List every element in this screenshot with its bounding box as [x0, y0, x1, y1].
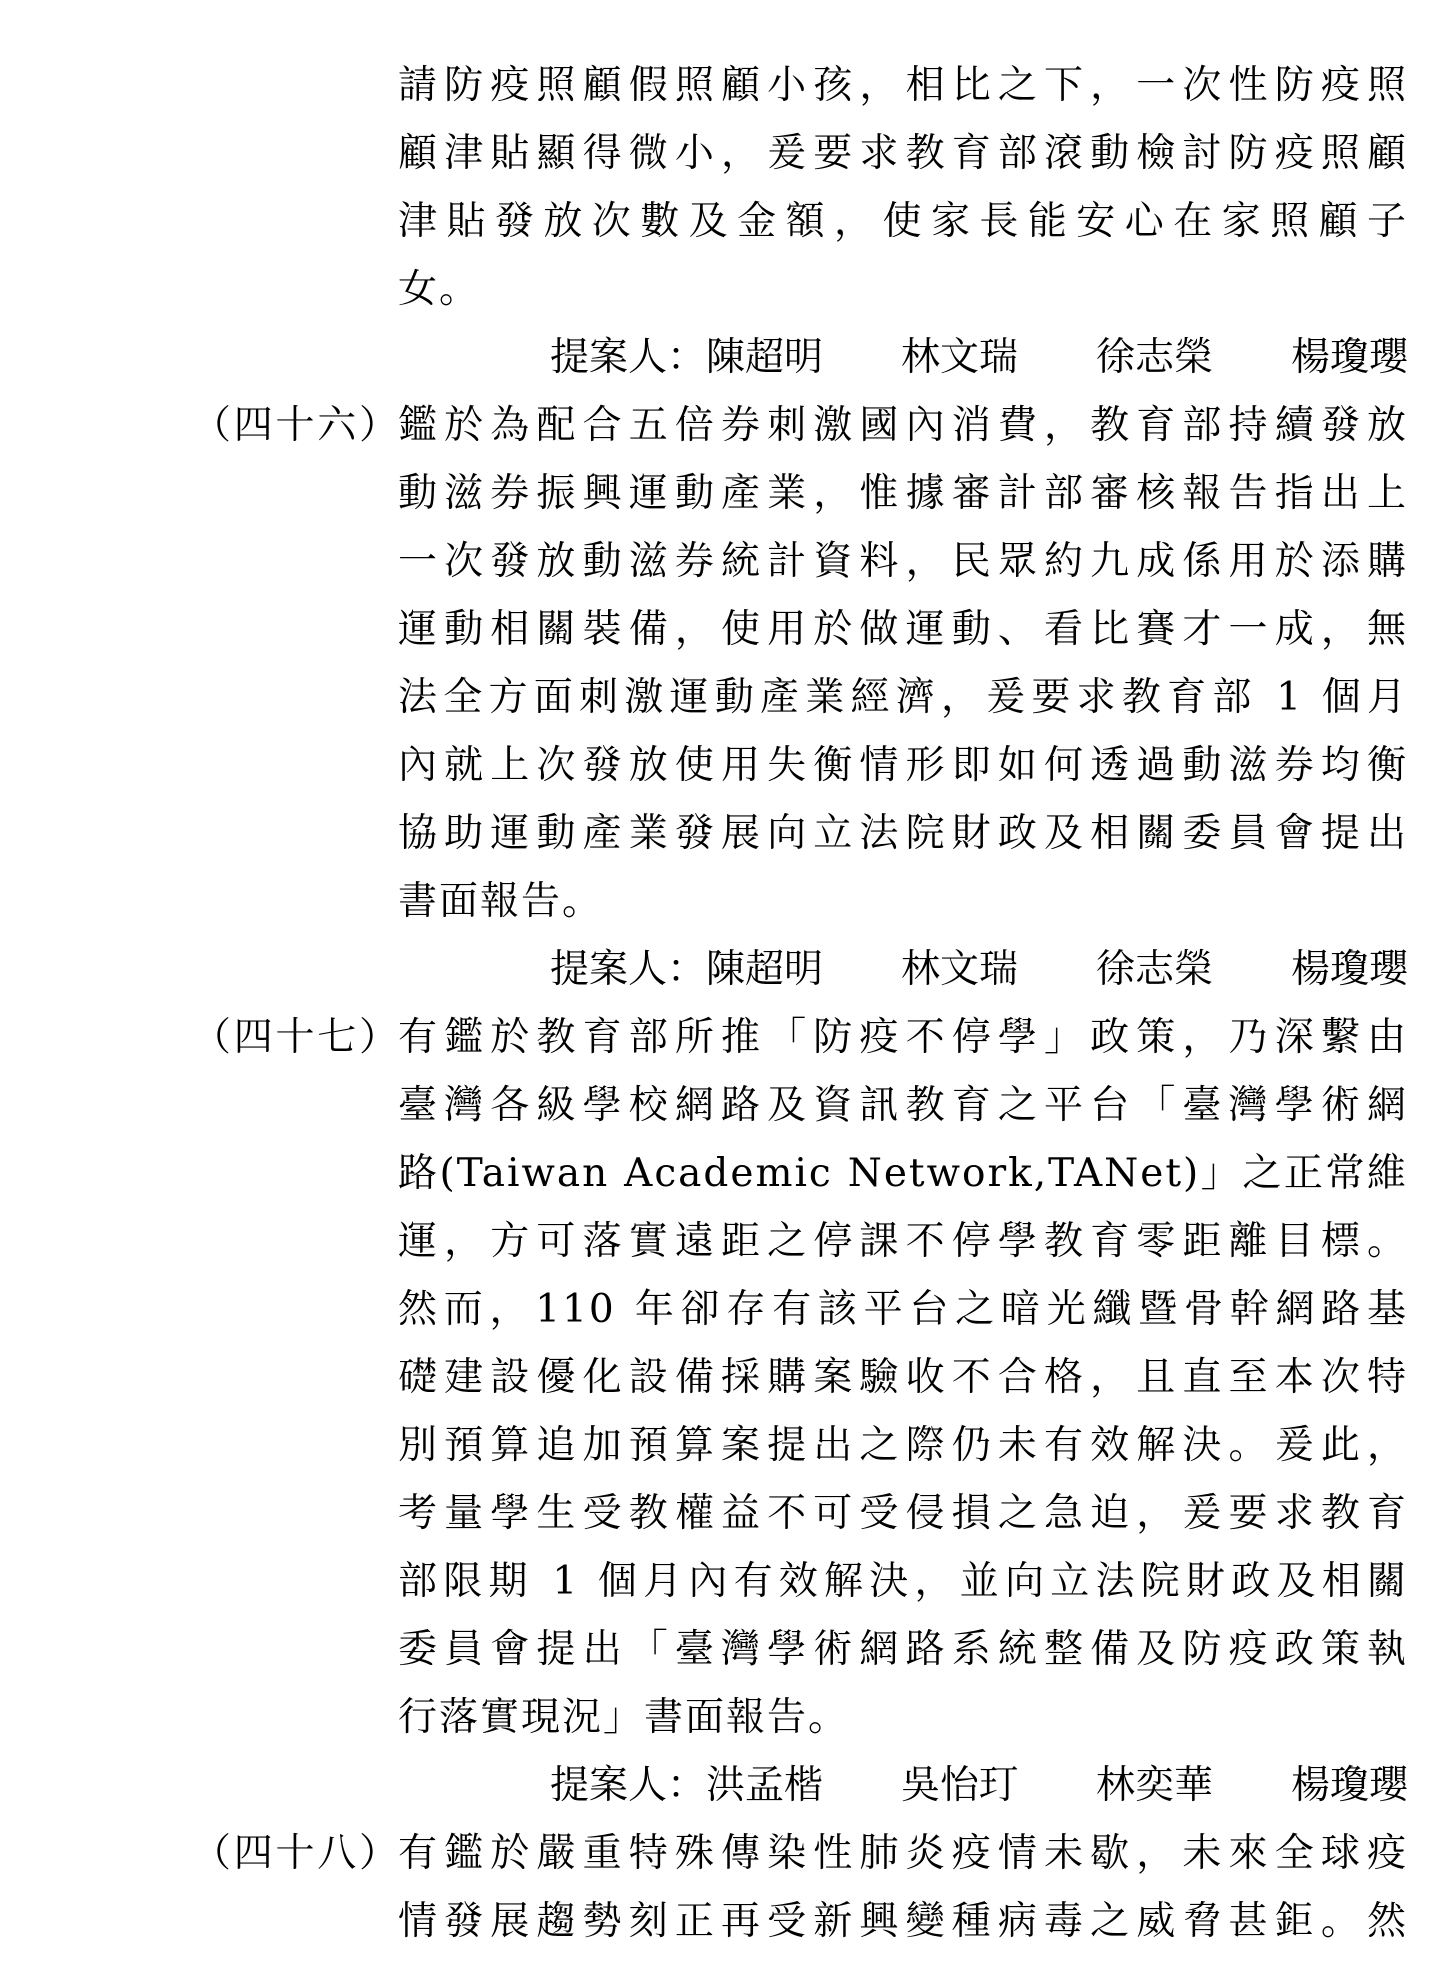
- proposer-label-with-first: [550, 1752, 823, 1820]
- body-text-line: 部限期 1 個月內有效解決，並向立法院財政及相關: [398, 1559, 1408, 1604]
- body-text-line: 路(Taiwan Academic Network,TANet)」之正常維: [398, 1151, 1408, 1196]
- body-text-line: 動滋券振興運動產業，惟據審計部審核報告指出上: [398, 471, 1408, 516]
- proposer-name: 林文瑞: [901, 947, 1019, 992]
- body-text-line: 委員會提出「臺灣學術網路系統整備及防疫政策執: [398, 1627, 1408, 1672]
- body-text-line: 有鑑於嚴重特殊傳染性肺炎疫情未歇，未來全球疫: [398, 1831, 1408, 1876]
- body-text-line: 情發展趨勢刻正再受新興變種病毒之威脅甚鉅。然: [398, 1899, 1408, 1944]
- body-text-line: 一次發放動滋券統計資料，民眾約九成係用於添購: [398, 539, 1408, 584]
- body-text-line: 內就上次發放使用失衡情形即如何透過動滋券均衡: [398, 743, 1408, 788]
- proposer-name: 徐志榮: [1095, 335, 1213, 380]
- proposer-line: [550, 324, 1408, 392]
- proposer-name: 林奕華: [1095, 1763, 1213, 1808]
- body-text-line: 別預算追加預算案提出之際仍未有效解決。爰此，: [398, 1423, 1408, 1468]
- body-text-line: 請防疫照顧假照顧小孩，相比之下，一次性防疫照: [398, 63, 1408, 108]
- item-number: （四十七）: [192, 1015, 398, 1060]
- proposer-name: 吳怡玎: [901, 1763, 1019, 1808]
- proposer-label-with-first: [550, 324, 823, 392]
- body-text-line: 協助運動產業發展向立法院財政及相關委員會提出: [398, 811, 1408, 856]
- proposer-label: 提案人：: [550, 947, 707, 992]
- proposer-name: 楊瓊瓔: [1290, 335, 1408, 380]
- proposer-label: 提案人：: [550, 335, 707, 380]
- body-text-line: 運，方可落實遠距之停課不停學教育零距離目標。: [398, 1219, 1408, 1264]
- proposer-label: 提案人：: [550, 1763, 707, 1808]
- body-text-line: 臺灣各級學校網路及資訊教育之平台「臺灣學術網: [398, 1083, 1408, 1128]
- body-text-line: 然而，110 年卻存有該平台之暗光纖暨骨幹網路基: [398, 1287, 1408, 1332]
- body-text-line: 法全方面刺激運動產業經濟，爰要求教育部 1 個月: [398, 675, 1408, 720]
- item-number: （四十八）: [192, 1831, 398, 1876]
- proposer-name: 楊瓊瓔: [1290, 1763, 1408, 1808]
- body-text-line: 津貼發放次數及金額，使家長能安心在家照顧子: [398, 199, 1408, 244]
- proposer-name: 陳超明: [706, 335, 824, 380]
- body-text-line: 運動相關裝備，使用於做運動、看比賽才一成，無: [398, 607, 1408, 652]
- body-text-line: 考量學生受教權益不可受侵損之急迫，爰要求教育: [398, 1491, 1408, 1536]
- proposer-name: 陳超明: [706, 947, 824, 992]
- body-text-line: 書面報告。: [398, 879, 604, 924]
- proposer-name: 林文瑞: [901, 335, 1019, 380]
- body-text-line: 顧津貼顯得微小，爰要求教育部滾動檢討防疫照顧: [398, 131, 1408, 176]
- item-number: （四十六）: [192, 403, 398, 448]
- proposer-label-with-first: [550, 936, 823, 1004]
- body-text-line: 礎建設優化設備採購案驗收不合格，且直至本次特: [398, 1355, 1408, 1400]
- proposer-name: 楊瓊瓔: [1290, 947, 1408, 992]
- body-text-line: 行落實現況」書面報告。: [398, 1695, 850, 1740]
- body-text-line: 女。: [398, 267, 481, 312]
- proposer-line: [550, 936, 1408, 1004]
- proposer-line: [550, 1752, 1408, 1820]
- body-text-line: 有鑑於教育部所推「防疫不停學」政策，乃深繫由: [398, 1015, 1408, 1060]
- proposer-name: 洪孟楷: [706, 1763, 824, 1808]
- proposer-name: 徐志榮: [1095, 947, 1213, 992]
- body-text-line: 鑑於為配合五倍券刺激國內消費，教育部持續發放: [398, 403, 1408, 448]
